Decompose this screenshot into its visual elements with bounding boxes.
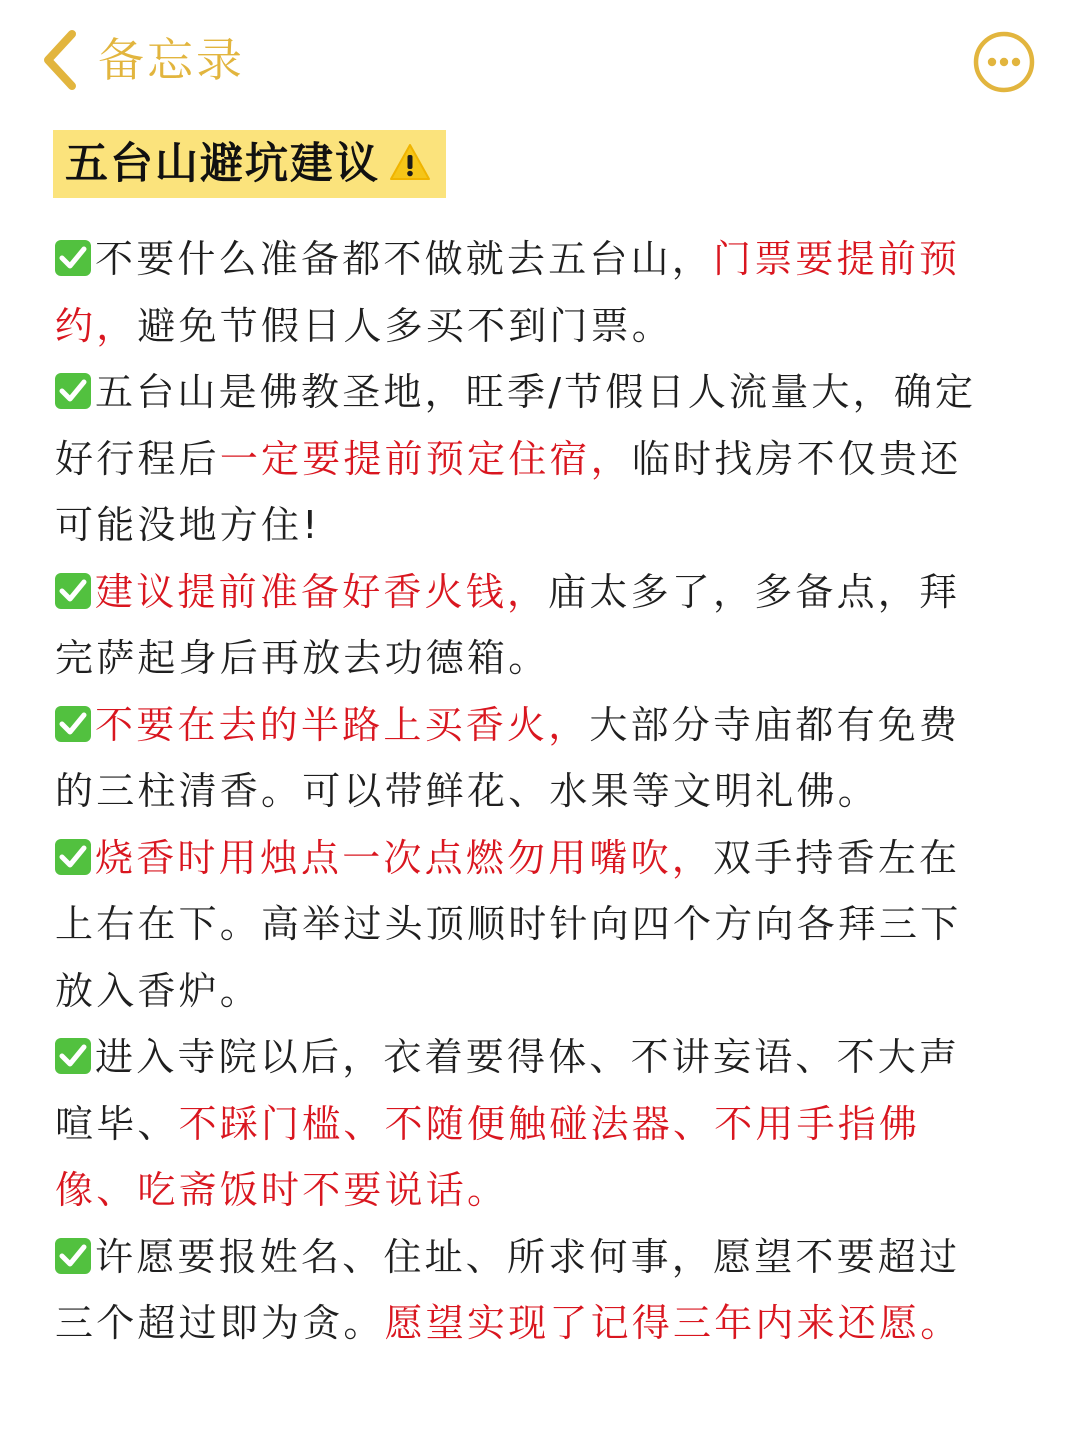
check-mark-icon bbox=[55, 1038, 91, 1074]
emphasis-text: 门票要提前预约， bbox=[55, 237, 961, 348]
body-text: 五台山是佛教圣地，旺季/节假日人流量大，确定好行程后 bbox=[55, 370, 977, 481]
warning-icon bbox=[388, 142, 432, 186]
check-mark-icon bbox=[55, 839, 91, 875]
body-text: 临时找房不仅贵还可能没地方住! bbox=[55, 436, 962, 547]
more-horizontal-icon bbox=[972, 30, 1036, 94]
emphasis-text: 烧香时用烛点一次点燃勿用嘴吹， bbox=[95, 835, 714, 880]
note-title bbox=[53, 130, 446, 198]
body-text: 不要什么准备都不做就去五台山， bbox=[95, 237, 714, 281]
note-item bbox=[55, 359, 995, 559]
emphasis-text: 一定要提前预定住宿， bbox=[219, 436, 632, 481]
note-item bbox=[55, 1224, 995, 1357]
more-options-button[interactable] bbox=[972, 30, 1036, 94]
emphasis-text: 不要在去的半路上买香火， bbox=[95, 702, 590, 747]
back-label: 备忘录 bbox=[98, 33, 245, 87]
check-mark-icon bbox=[55, 706, 91, 742]
emphasis-text: 建议提前准备好香火钱， bbox=[95, 569, 549, 614]
navigation-bar bbox=[0, 0, 1080, 120]
page-title: 五台山避坑建议 bbox=[65, 139, 380, 189]
body-text: 进入寺院以后，衣着要得体、不讲妄语、不大声喧毕、 bbox=[55, 1035, 961, 1146]
body-text: 庙太多了，多备点，拜完萨起身后再放去功德箱。 bbox=[55, 569, 961, 680]
check-mark-icon bbox=[55, 1238, 91, 1274]
note-item bbox=[55, 559, 995, 692]
emphasis-text: 愿望实现了记得三年内来还愿。 bbox=[384, 1301, 962, 1345]
check-mark-icon bbox=[55, 373, 91, 409]
body-text: 许愿要报姓名、住址、所求何事，愿望不要超过三个超过即为贪。 bbox=[55, 1234, 961, 1345]
chevron-left-icon bbox=[40, 28, 80, 92]
note-item bbox=[55, 692, 995, 825]
note-item bbox=[55, 1024, 995, 1224]
body-text: 避免节假日人多买不到门票。 bbox=[137, 303, 674, 348]
note-item bbox=[55, 226, 995, 359]
body-text: 双手持香左在上右在下。高举过头顶顺时针向四个方向各拜三下放入香炉。 bbox=[55, 835, 962, 1013]
note-body bbox=[55, 226, 995, 1357]
check-mark-icon bbox=[55, 573, 91, 609]
check-mark-icon bbox=[55, 240, 91, 276]
emphasis-text: 不踩门槛、不随便触碰法器、不用手指佛像、吃斋饭时不要说话。 bbox=[55, 1101, 921, 1212]
back-button[interactable] bbox=[40, 28, 245, 92]
note-item bbox=[55, 825, 995, 1025]
body-text: 大部分寺庙都有免费的三柱清香。可以带鲜花、水果等文明礼佛。 bbox=[55, 702, 961, 813]
